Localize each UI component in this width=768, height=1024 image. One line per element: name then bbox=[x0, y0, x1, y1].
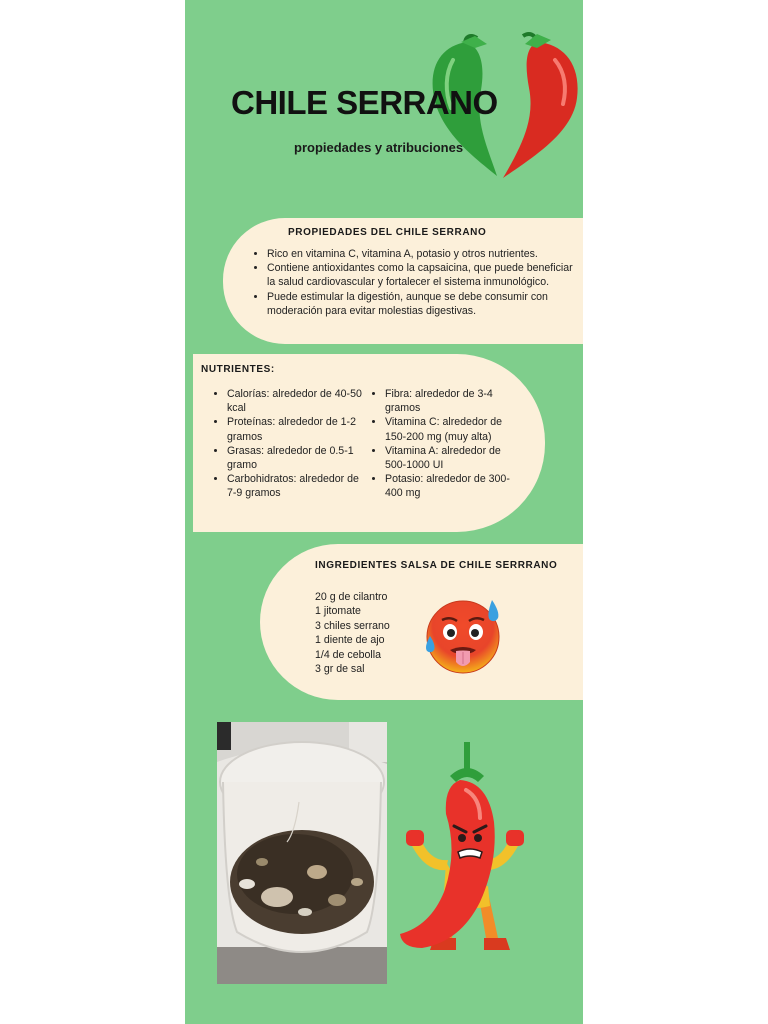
list-item: 20 g de cilantro bbox=[315, 591, 388, 603]
nutrients-list-right bbox=[371, 387, 515, 501]
nutrients-card bbox=[193, 354, 545, 532]
list-item: • Carbohidratos: alrededor de 7-9 gramos bbox=[227, 472, 367, 500]
properties-card bbox=[223, 218, 583, 344]
list-item: • Grasas: alrededor de 0.5-1 gramo bbox=[227, 444, 367, 472]
list-item: 3 gr de sal bbox=[315, 663, 365, 676]
list-item: 1 jitomate bbox=[315, 605, 361, 618]
nutrients-list-left bbox=[213, 387, 367, 501]
list-item: • Proteínas: alrededor de 1-2 gramos bbox=[227, 415, 367, 443]
list-item: • Fibra: alrededor de 3-4 gramos bbox=[385, 387, 515, 415]
ingredients-list bbox=[315, 590, 390, 676]
hot-face-emoji-icon bbox=[420, 592, 506, 678]
properties-list bbox=[253, 247, 577, 318]
soil-cup-photo bbox=[217, 722, 387, 984]
list-item: • Vitamina A: alrededor de 500-1000 UI bbox=[385, 444, 515, 472]
list-item: • Calorías: alrededor de 40-50 kcal bbox=[227, 387, 367, 415]
page-subtitle: propiedades y atribuciones bbox=[294, 140, 464, 155]
properties-title: PROPIEDADES DEL CHILE SERRANO bbox=[288, 227, 487, 238]
list-item: 3 chiles serrano bbox=[315, 619, 390, 632]
list-item: • Rico en vitamina C, vitamina A, potasio y otros nutrientes. bbox=[267, 247, 577, 261]
list-item: • Puede estimular la digestión, aunque se debe consumir con moderación para evitar molestias digestivas. bbox=[267, 290, 577, 318]
ingredients-title: INGREDIENTES SALSA DE CHILE SERRRANO bbox=[315, 560, 558, 571]
page-title: CHILE SERRANO bbox=[231, 84, 498, 121]
list-item: • Vitamina C: alrededor de 150-200 mg (muy alta) bbox=[385, 415, 515, 443]
infographic-poster bbox=[185, 0, 583, 1024]
nutrients-title: NUTRIENTES: bbox=[201, 364, 275, 375]
list-item: • Potasio: alrededor de 300-400 mg bbox=[385, 472, 515, 500]
ingredients-card bbox=[260, 544, 583, 700]
list-item: • Contiene antioxidantes como la capsaicina, que puede beneficiar la salud cardiovascular y fortalecer el sistema inmunológico. bbox=[267, 261, 577, 289]
strong-pepper-character-icon bbox=[400, 742, 530, 964]
list-item: 1 diente de ajo bbox=[315, 634, 385, 647]
list-item: 1/4 de cebolla bbox=[315, 648, 381, 661]
